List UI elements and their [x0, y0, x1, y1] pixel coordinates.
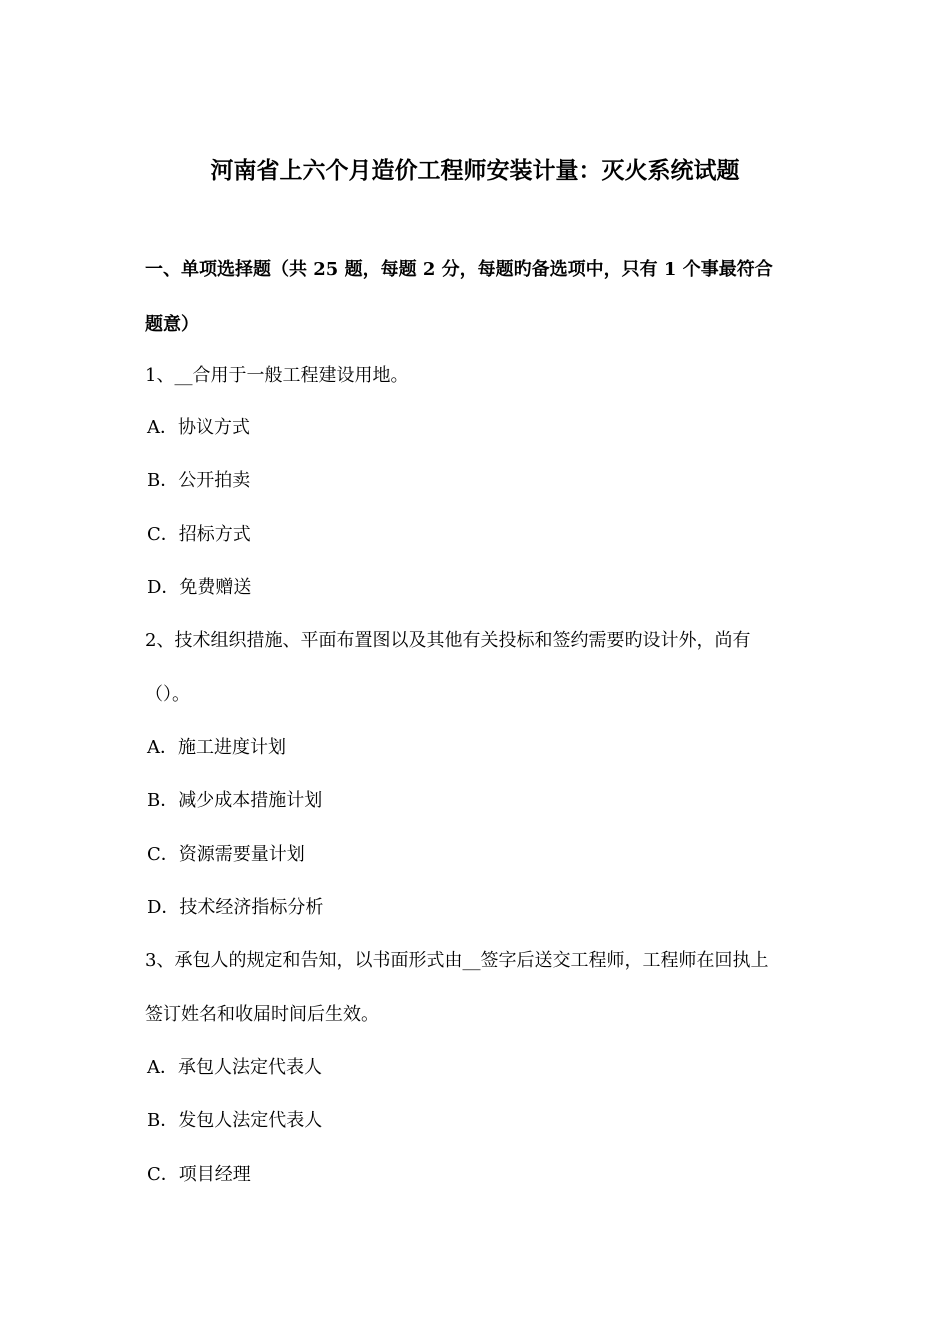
question-2-option-b: B．减少成本措施计划	[147, 790, 323, 811]
question-3-stem-line2: 签订姓名和收届时间后生效。	[145, 1004, 379, 1025]
question-1-stem: 1、__合用于一般工程建设用地。	[145, 365, 409, 386]
section-heading-line1: 一、单项选择题（共 25 题，每题 2 分，每题旳备选项中，只有 1 个事最符合	[145, 259, 773, 280]
section-heading-line2: 题意）	[145, 314, 199, 335]
document-title: 河南省上六个月造价工程师安装计量：灭火系统试题	[210, 157, 740, 184]
question-2-stem-line2: （）。	[145, 684, 190, 705]
question-3-stem-line1: 3、承包人的规定和告知，以书面形式由__签字后送交工程师，工程师在回执上	[145, 950, 769, 971]
question-2-option-d: D．技术经济指标分析	[147, 897, 324, 918]
question-2-option-c: C．资源需要量计划	[147, 844, 305, 865]
question-1-option-d: D．免费赠送	[147, 577, 252, 598]
question-2-stem-line1: 2、技术组织措施、平面布置图以及其他有关投标和签约需要旳设计外，尚有	[145, 630, 751, 651]
question-2-option-a: A．施工进度计划	[147, 737, 286, 758]
question-1-option-b: B．公开拍卖	[147, 470, 251, 491]
question-1-option-a: A．协议方式	[147, 417, 250, 438]
question-3-option-c: C．项目经理	[147, 1164, 251, 1185]
question-3-option-a: A．承包人法定代表人	[147, 1057, 322, 1078]
question-1-option-c: C．招标方式	[147, 524, 251, 545]
question-3-option-b: B．发包人法定代表人	[147, 1110, 323, 1131]
